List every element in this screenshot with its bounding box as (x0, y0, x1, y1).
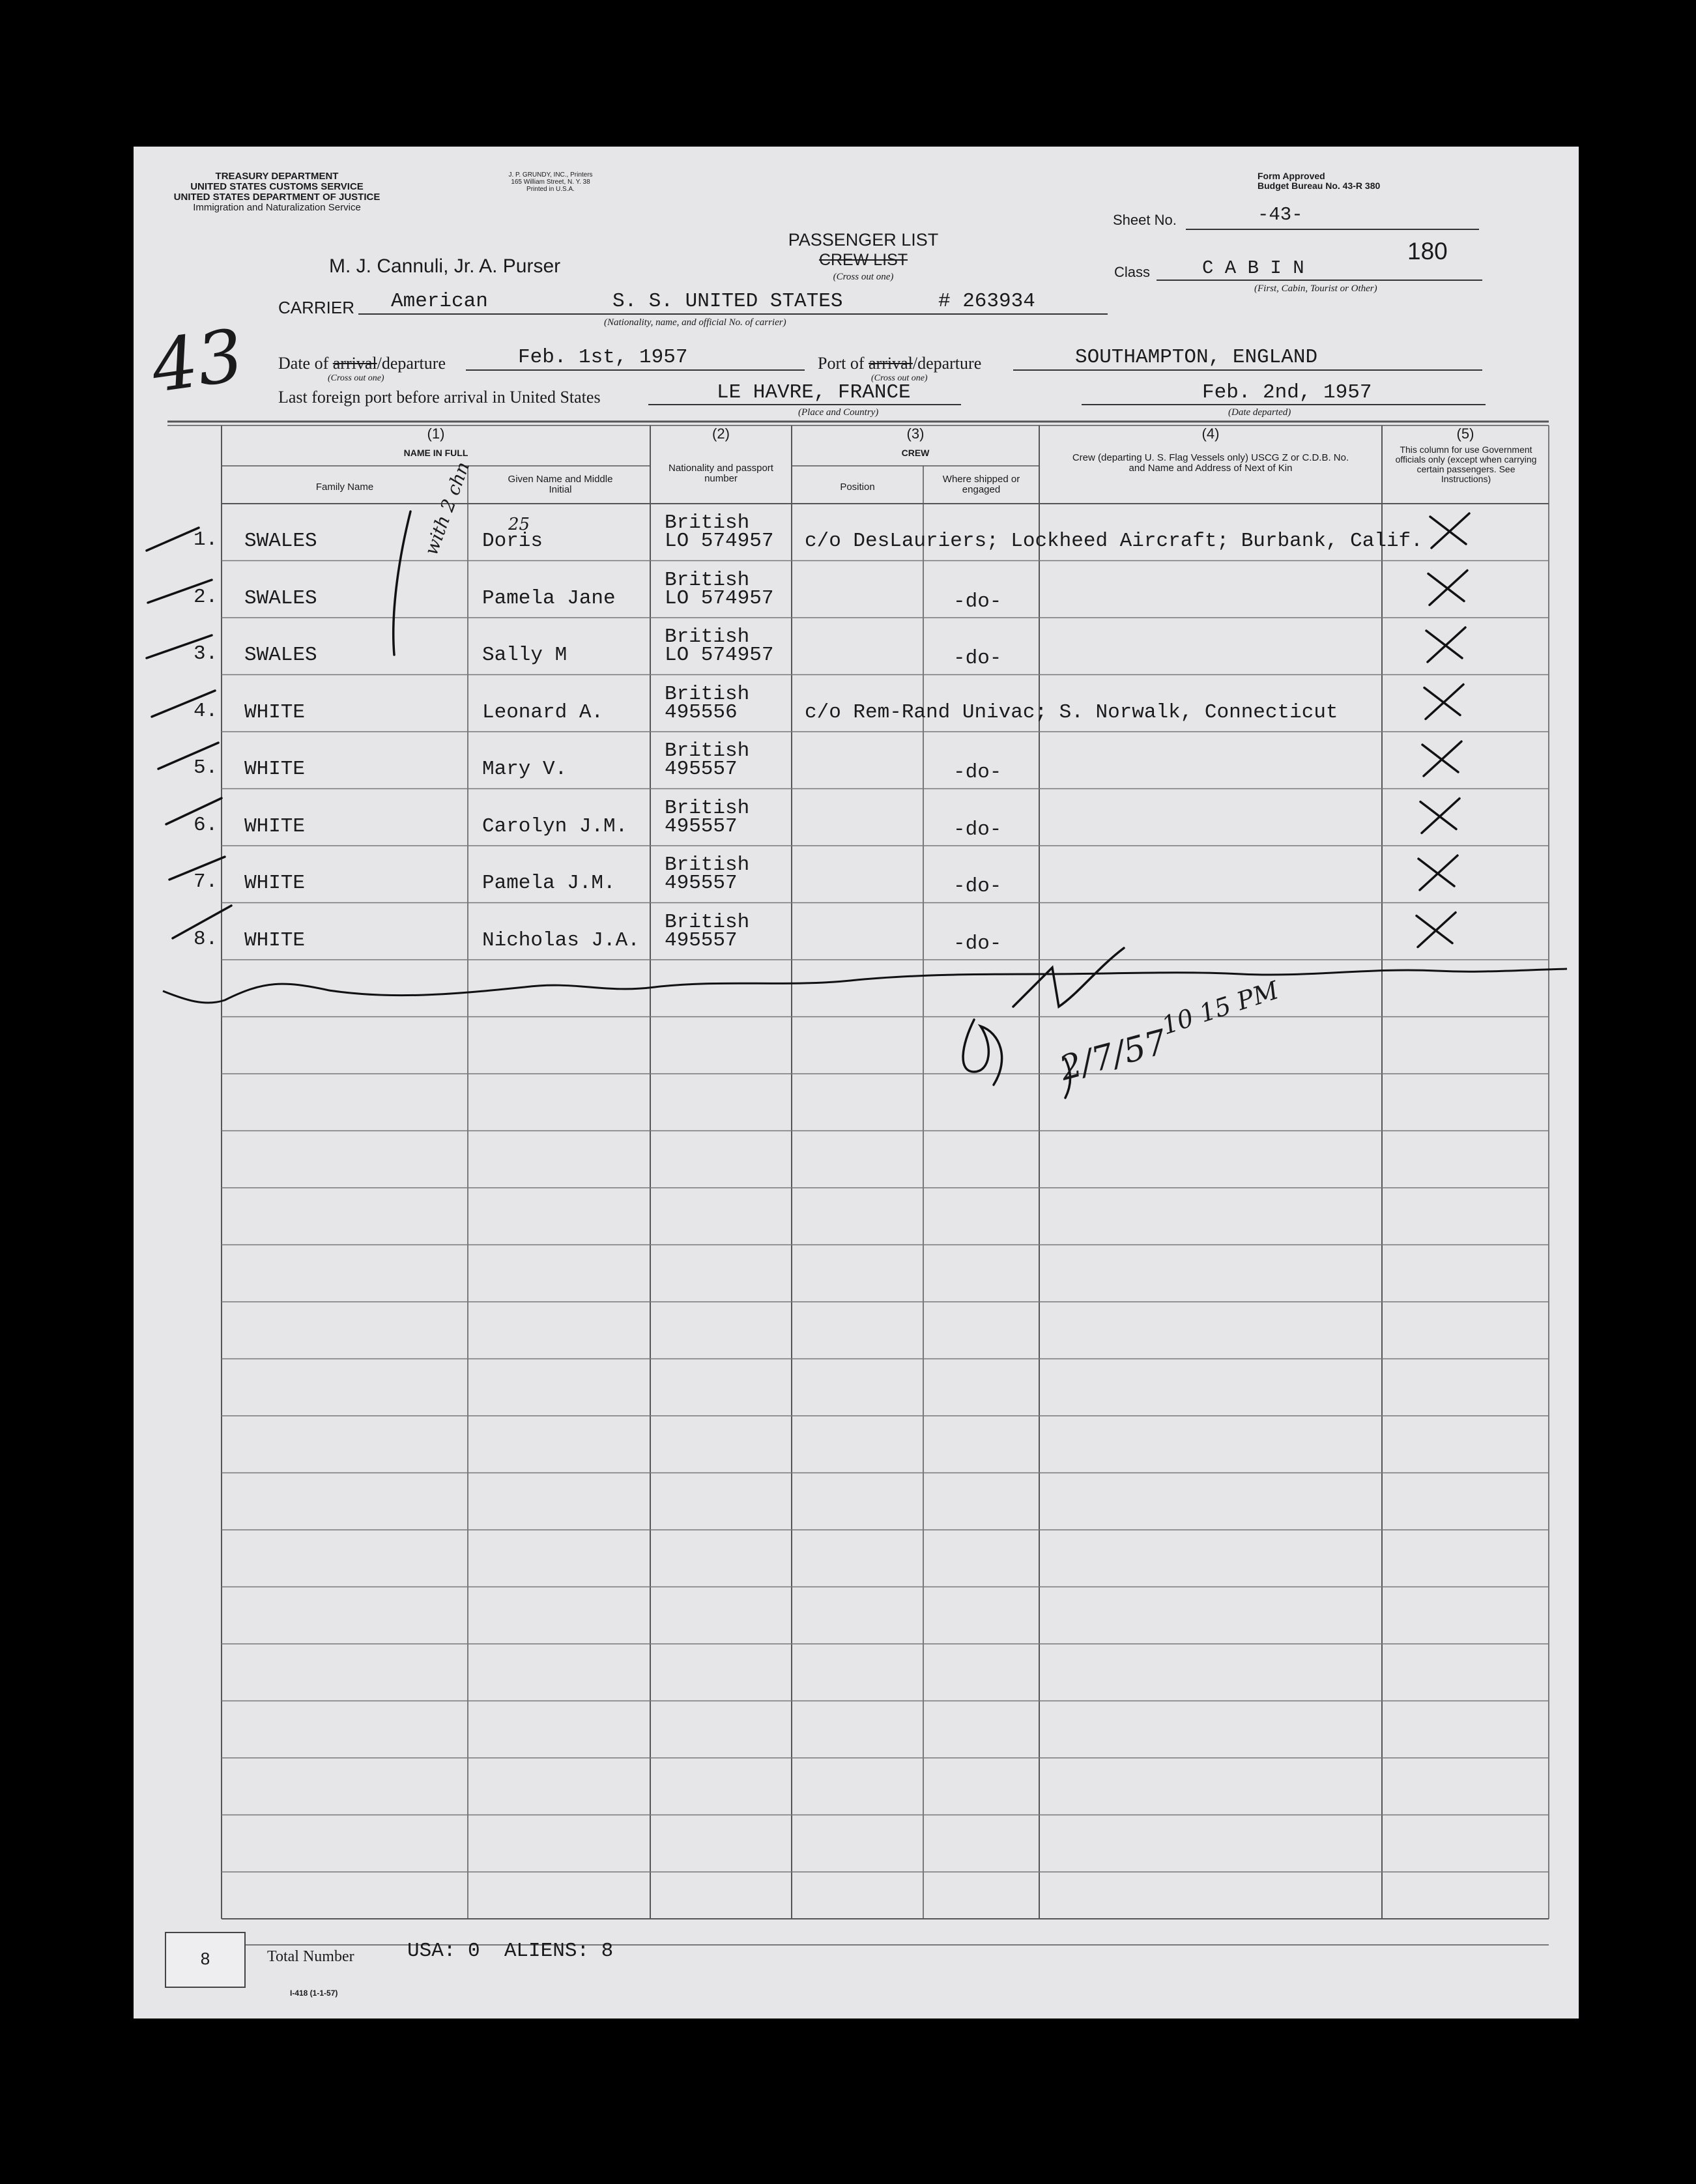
passport-number: 495556 (665, 700, 738, 724)
where-shipped: -do- (953, 590, 1002, 613)
family-name: SWALES (244, 644, 317, 667)
last-port-date: Feb. 2nd, 1957 (1202, 381, 1372, 404)
given-name: Pamela J.M. (482, 872, 616, 895)
passport-number: 495557 (665, 928, 738, 952)
col-given-name: Given Name and Middle Initial (508, 474, 613, 495)
date-label-struck: arrival (332, 354, 377, 373)
last-port-label: Last foreign port before arrival in United States (278, 388, 601, 407)
col-position: Position (840, 481, 875, 493)
total-box-value: 8 (200, 1949, 210, 1968)
margin-number: 43 (146, 313, 249, 409)
family-name: SWALES (244, 530, 317, 553)
total-value: USA: 0 ALIENS: 8 (407, 1940, 614, 1962)
signature-time: 10 15 PM (1158, 975, 1282, 1041)
col3-title: CREW (901, 448, 930, 458)
form-approved: Form Approved (1258, 171, 1325, 181)
crew-list-struck: CREW LIST (818, 251, 908, 269)
printer-line: Printed in U.S.A. (526, 186, 575, 193)
sheet-number: -43- (1258, 204, 1303, 225)
carrier-nationality: American (391, 290, 488, 313)
sig-overlay (163, 969, 1567, 1003)
given-name: Nicholas J.A. (482, 928, 640, 952)
port-cross-note: (Cross out one) (871, 373, 928, 383)
page-title: PASSENGER LIST (788, 230, 939, 250)
where-shipped: -do- (953, 932, 1002, 955)
passport-number: LO 574957 (665, 586, 774, 610)
row-number: 5. (194, 756, 218, 779)
printer-line: 165 William Street, N. Y. 38 (511, 179, 590, 186)
family-name: WHITE (244, 758, 306, 781)
given-name: Sally M (482, 644, 568, 667)
total-label: Total Number (267, 1948, 354, 1965)
row-number: 6. (194, 813, 218, 837)
row-number: 2. (194, 585, 218, 609)
col4-num: (4) (1201, 425, 1220, 442)
where-shipped: -do- (953, 875, 1002, 898)
given-name: Doris (482, 530, 543, 553)
passenger-list-sheet (134, 147, 1579, 2019)
col3-num: (3) (906, 425, 925, 442)
nationality: British (665, 796, 750, 820)
given-name: Leonard A. (482, 700, 604, 724)
class-value: C A B I N (1202, 257, 1304, 279)
carrier-vessel: S. S. UNITED STATES (612, 290, 843, 313)
class-note: (First, Cabin, Tourist or Other) (1254, 283, 1377, 294)
nationality: British (665, 511, 750, 534)
col2-title: Nationality and passport number (668, 463, 773, 484)
page-number: 180 (1407, 238, 1448, 265)
next-of-kin: c/o Rem-Rand Univac; S. Norwalk, Connecticut (805, 700, 1338, 724)
departure-port: SOUTHAMPTON, ENGLAND (1075, 346, 1318, 369)
date-label-post: /departure (377, 354, 446, 373)
carrier-label: CARRIER (278, 298, 355, 317)
class-label: Class (1114, 264, 1151, 280)
family-name: WHITE (244, 928, 306, 952)
row-number: 4. (194, 699, 218, 723)
hand-note-age: 25 (508, 515, 530, 534)
given-name: Pamela Jane (482, 586, 616, 610)
row-number: 8. (194, 927, 218, 951)
port-label-post: /departure (912, 354, 982, 373)
col5-title: This column for use Government officials only (except when carrying certain passengers. See Instructions) (1395, 444, 1537, 484)
col-family-name: Family Name (315, 481, 374, 493)
departure-date: Feb. 1st, 1957 (518, 346, 688, 369)
carrier-number: # 263934 (938, 290, 1035, 313)
passport-number: 495557 (665, 814, 738, 838)
row-number: 3. (194, 642, 218, 665)
hand-note-rows: with 2 chn (420, 459, 474, 558)
family-name: SWALES (244, 586, 317, 610)
family-name: WHITE (244, 872, 306, 895)
where-shipped: -do- (953, 818, 1002, 841)
date-label-pre: Date of (278, 354, 329, 373)
budget-bureau: Budget Bureau No. 43-R 380 (1258, 180, 1381, 191)
agency-line: UNITED STATES CUSTOMS SERVICE (190, 181, 364, 192)
where-shipped: -do- (953, 761, 1002, 784)
port-label-pre: Port of (818, 354, 865, 373)
passport-number: LO 574957 (665, 644, 774, 667)
printer-line: J. P. GRUNDY, INC., Printers (508, 171, 593, 179)
col5-num: (5) (1456, 425, 1474, 442)
nationality: British (665, 568, 750, 592)
date-departed-note: (Date departed) (1228, 407, 1291, 418)
sheet-label: Sheet No. (1113, 212, 1177, 228)
date-cross-note: (Cross out one) (328, 373, 384, 383)
signature-date: 2/7/57 (1056, 1022, 1171, 1089)
table-grid (134, 147, 1579, 2019)
agency-line: TREASURY DEPARTMENT (215, 171, 339, 182)
given-name: Carolyn J.M. (482, 814, 628, 838)
agency-line: UNITED STATES DEPARTMENT OF JUSTICE (173, 192, 381, 203)
purser-name: M. J. Cannuli, Jr. A. Purser (329, 255, 561, 277)
agency-line: Immigration and Naturalization Service (193, 202, 361, 213)
nationality: British (665, 740, 750, 762)
col1-title: NAME IN FULL (403, 448, 468, 458)
nationality: British (665, 854, 750, 876)
col2-num: (2) (712, 425, 730, 442)
row-number: 1. (194, 528, 218, 551)
cross-out-note: (Cross out one) (833, 272, 894, 282)
form-number: I-418 (1-1-57) (290, 1989, 338, 1998)
total-box (165, 1932, 246, 1988)
carrier-note: (Nationality, name, and official No. of carrier) (604, 317, 786, 328)
next-of-kin: c/o DesLauriers; Lockheed Aircraft; Burbank, Calif. (805, 530, 1423, 553)
nationality: British (665, 910, 750, 934)
family-name: WHITE (244, 700, 306, 724)
passport-number: 495557 (665, 872, 738, 895)
where-shipped: -do- (953, 647, 1002, 670)
col-where-shipped: Where shipped or engaged (942, 474, 1020, 495)
port-label-struck: arrival (869, 354, 913, 373)
last-port-value: LE HAVRE, FRANCE (717, 381, 911, 404)
col1-num: (1) (427, 425, 445, 442)
nationality: British (665, 682, 750, 706)
passport-number: 495557 (665, 758, 738, 781)
passport-number: LO 574957 (665, 530, 774, 553)
nationality: British (665, 625, 750, 648)
col4-title: Crew (departing U. S. Flag Vessels only) USCG Z or C.D.B. No. and Name and Address of Next of Kin (1072, 452, 1349, 474)
family-name: WHITE (244, 814, 306, 838)
last-port-note: (Place and Country) (798, 407, 879, 418)
given-name: Mary V. (482, 758, 568, 781)
row-number: 7. (194, 870, 218, 893)
